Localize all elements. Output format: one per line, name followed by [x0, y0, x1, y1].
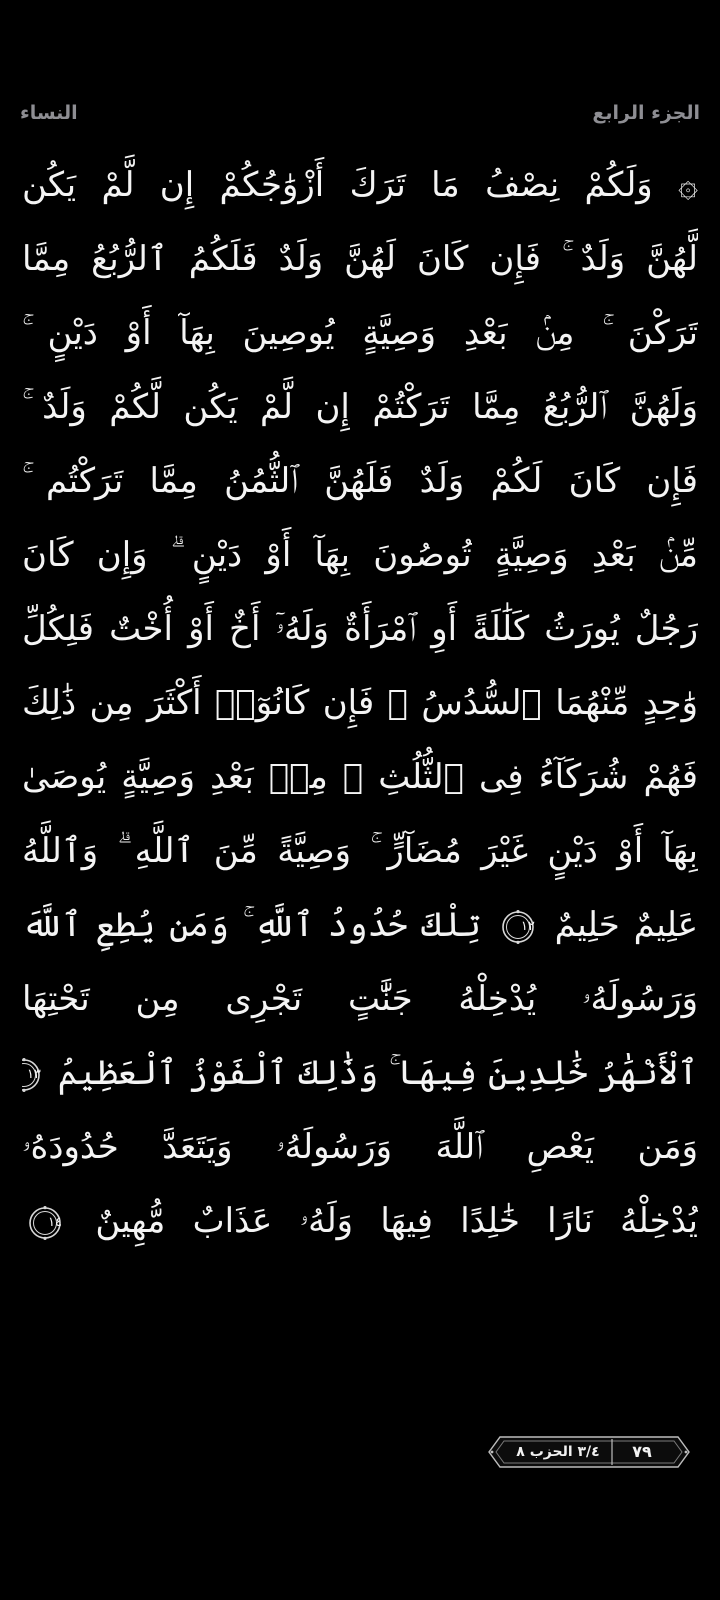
text-line: [22, 888, 698, 962]
quran-page-text: [22, 148, 698, 1258]
ayah-number: ١٤: [48, 1215, 62, 1230]
page-header: [20, 96, 700, 130]
verse-text: عَلِيمٌ حَلِيمٌ: [554, 905, 698, 945]
hizb-indicator: ٣/٤ الحزب ٨: [516, 1444, 600, 1460]
surah-name: النساء: [20, 102, 78, 124]
text-line: [22, 1036, 698, 1110]
ayah-end-marker: [22, 1058, 41, 1092]
ayah-number: ١٣: [26, 1067, 41, 1082]
text-line: فَإِن كَانَ لَكُمْ وَلَدٌ فَلَهُنَّ ٱلثُّمُنُ مِمَّا تَرَكْتُم ۚ: [22, 461, 698, 501]
text-line: تَرَكْنَ ۚ مِنۢ بَعْدِ وَصِيَّةٍ يُوصِينَ بِهَآ أَوْ دَيْنٍ ۚ: [22, 313, 698, 353]
text-line: وَلَهُنَّ ٱلرُّبُعُ مِمَّا تَرَكْتُمْ إِن لَّمْ يَكُن لَّكُمْ وَلَدٌ ۚ: [22, 387, 698, 427]
text-line: رَجُلٌ يُورَثُ كَلَٰلَةً أَوِ ٱمْرَأَةٌ وَلَهُۥٓ أَخٌ أَوْ أُخْتٌ فَلِكُلِّ: [22, 609, 698, 649]
text-line: مِّنۢ بَعْدِ وَصِيَّةٍ تُوصُونَ بِهَآ أَوْ دَيْنٍ ۗ وَإِن كَانَ: [22, 535, 698, 575]
ayah-end-marker: [28, 1206, 62, 1240]
text-line: وَٰحِدٍ مِّنْهُمَا ٱلسُّدُسُ ۚ فَإِن كَانُوٓا۟ أَكْثَرَ مِن ذَٰلِكَ: [22, 683, 698, 723]
text-line: وَرَسُولَهُۥ يُدْخِلْهُ جَنَّٰتٍ تَجْرِى مِن تَحْتِهَا: [22, 979, 698, 1019]
text-line: ۞ وَلَكُمْ نِصْفُ مَا تَرَكَ أَزْوَٰجُكُمْ إِن لَّمْ يَكُن: [22, 165, 698, 205]
juz-name: الجزء الرابع: [592, 102, 700, 124]
page-number: ٧٩: [632, 1442, 652, 1461]
verse-text: ٱلْأَنْهَٰرُ خَٰلِدِينَ فِيهَا ۚ وَذَٰلِكَ ٱلْفَوْزُ ٱلْعَظِيمُ: [57, 1053, 698, 1093]
verse-text: يُدْخِلْهُ نَارًا خَٰلِدًا فِيهَا وَلَهُۥ عَذَابٌ مُّهِينٌ: [95, 1201, 698, 1241]
text-line: فَهُمْ شُرَكَآءُ فِى ٱلثُّلُثِ ۚ مِنۢ بَعْدِ وَصِيَّةٍ يُوصَىٰ: [22, 757, 698, 797]
ayah-end-marker: [501, 910, 535, 944]
ayah-number: ١٢: [520, 919, 535, 934]
text-line: لَّهُنَّ وَلَدٌ ۚ فَإِن كَانَ لَهُنَّ وَلَدٌ فَلَكُمُ ٱلرُّبُعُ مِمَّا: [22, 239, 698, 279]
text-line: بِهَآ أَوْ دَيْنٍ غَيْرَ مُضَآرٍّ ۚ وَصِيَّةً مِّنَ ٱللَّهِ ۗ وَٱللَّهُ: [22, 831, 698, 871]
verse-text: تِلْكَ حُدُودُ ٱللَّهِ ۚ وَمَن يُطِعِ ٱللَّهَ: [22, 905, 481, 945]
page-footer: [486, 1434, 692, 1470]
text-line: وَمَن يَعْصِ ٱللَّهَ وَرَسُولَهُۥ وَيَتَعَدَّ حُدُودَهُۥ: [22, 1127, 698, 1167]
text-line: [22, 1184, 698, 1258]
